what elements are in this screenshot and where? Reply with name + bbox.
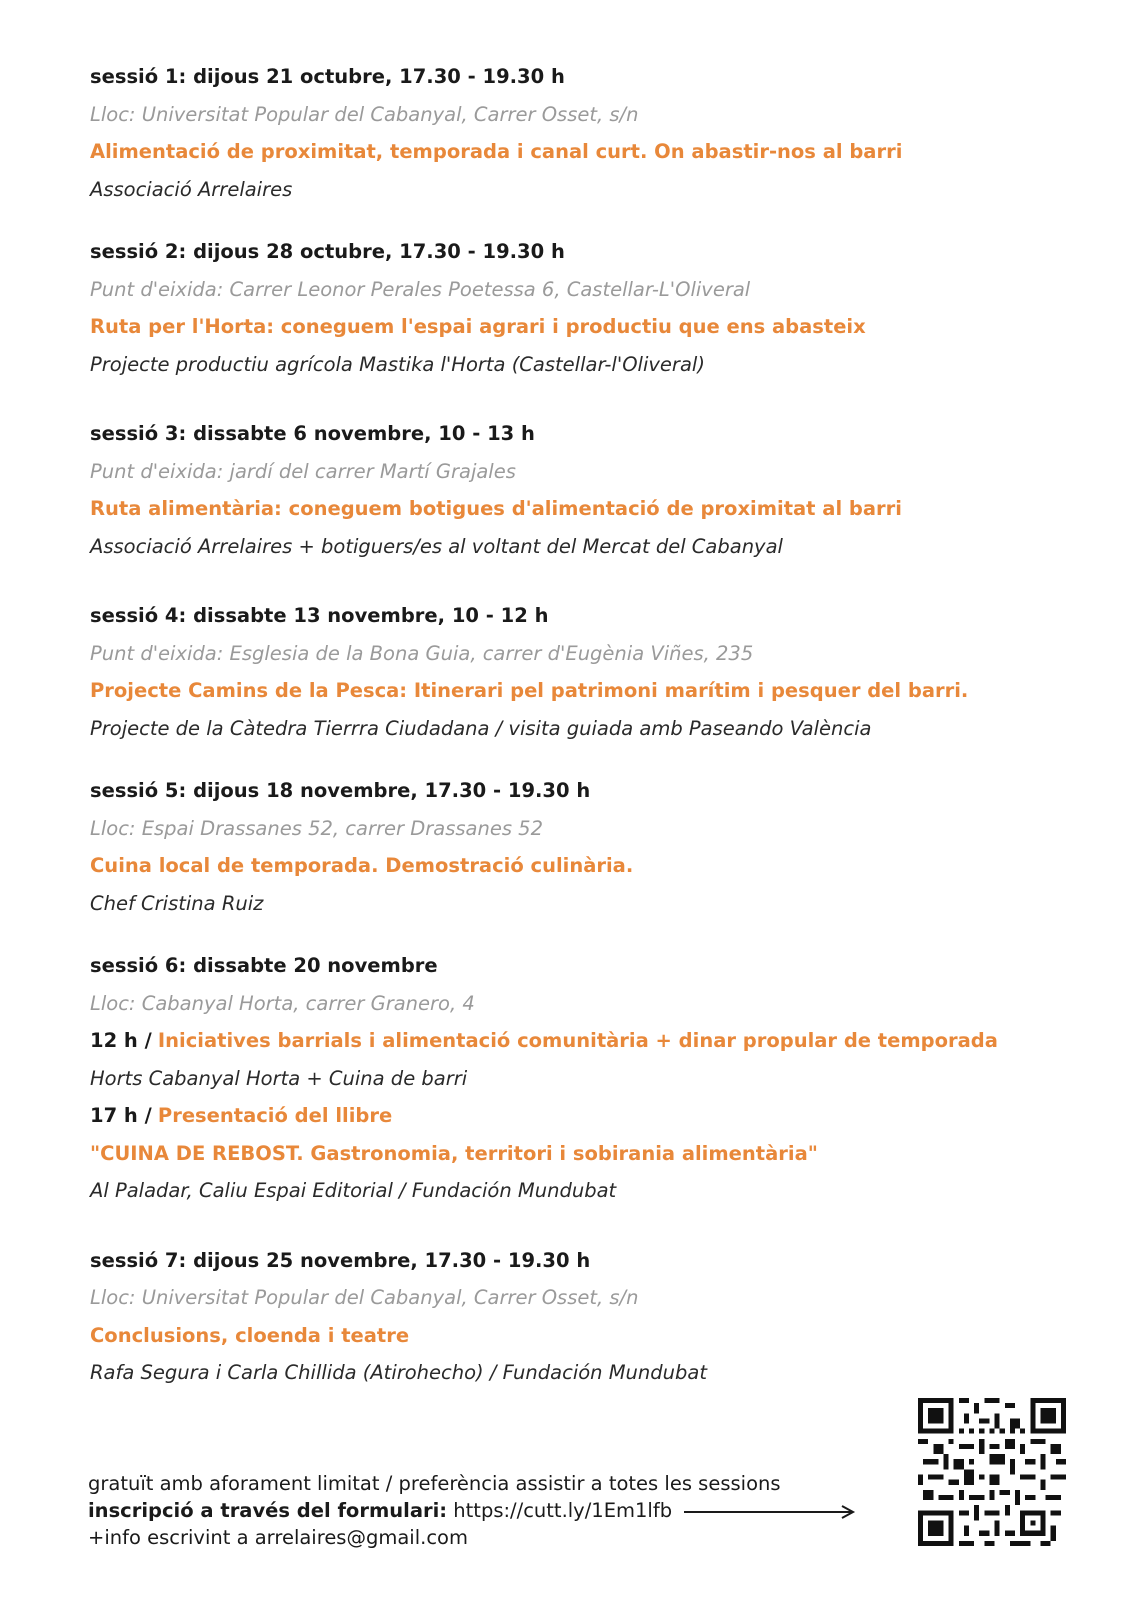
session-location: Punt d'eixida: Carrer Leonor Perales Poetessa 6, Castellar-L'Oliveral xyxy=(90,277,751,301)
session-location: Punt d'eixida: Esglesia de la Bona Guia, carrer d'Eugènia Viñes, 235 xyxy=(90,641,754,665)
session-4 xyxy=(90,597,1050,747)
session-2 xyxy=(90,233,1050,383)
registration-label: inscripció a través del formulari: xyxy=(88,1499,448,1522)
session-activity-1 xyxy=(90,1022,1050,1060)
session-5 xyxy=(90,772,1050,922)
activity-time: 17 h / xyxy=(90,1104,152,1127)
session-organizer: Projecte productiu agrícola Mastika l'Horta (Castellar-l'Oliveral) xyxy=(90,352,705,376)
session-heading: sessió 3: dissabte 6 novembre, 10 - 13 h xyxy=(90,422,535,445)
registration-line xyxy=(88,1497,856,1524)
footer-info xyxy=(88,1470,856,1551)
session-heading: sessió 7: dijous 25 novembre, 17.30 - 19.30 h xyxy=(90,1248,591,1272)
session-heading: sessió 6: dissabte 20 novembre xyxy=(90,954,438,977)
session-location: Lloc: Cabanyal Horta, carrer Granero, 4 xyxy=(90,991,475,1015)
session-7 xyxy=(90,1242,1050,1392)
activity-organizer: Al Paladar, Caliu Espai Editorial / Fundación Mundubat xyxy=(90,1179,617,1202)
qr-code-icon[interactable] xyxy=(918,1398,1066,1546)
session-organizer: Rafa Segura i Carla Chillida (Atirohecho) / Fundación Mundubat xyxy=(90,1361,707,1384)
activity-title: Iniciatives barrials i alimentació comunitària + dinar propular de temporada xyxy=(157,1029,998,1052)
session-6 xyxy=(90,947,1050,1210)
session-location: Punt d'eixida: jardí del carrer Martí Grajales xyxy=(90,459,516,483)
session-location: Lloc: Universitat Popular del Cabanyal, Carrer Osset, s/n xyxy=(90,1286,639,1309)
contact-line: +info escrivint a arrelaires@gmail.com xyxy=(88,1526,468,1549)
session-title: Conclusions, cloenda i teatre xyxy=(90,1323,410,1347)
session-organizer: Associació Arrelaires + botiguers/es al voltant del Mercat del Cabanyal xyxy=(90,534,783,558)
session-heading: sessió 4: dissabte 13 novembre, 10 - 12 h xyxy=(90,604,549,627)
session-heading: sessió 1: dijous 21 octubre, 17.30 - 19.30 h xyxy=(90,65,565,88)
session-heading: sessió 2: dijous 28 octubre, 17.30 - 19.30 h xyxy=(90,240,565,263)
session-organizer: Projecte de la Càtedra Tierrra Ciudadana / visita guiada amb Paseando València xyxy=(90,716,872,740)
session-1 xyxy=(90,58,1050,208)
book-title: "CUINA DE REBOST. Gastronomia, territori i sobirania alimentària" xyxy=(90,1141,818,1165)
session-organizer: Chef Cristina Ruiz xyxy=(90,891,264,915)
session-organizer: Associació Arrelaires xyxy=(90,177,293,201)
session-title: Ruta per l'Horta: coneguem l'espai agrari i productiu que ens abasteix xyxy=(90,315,866,338)
session-title: Ruta alimentària: coneguem botigues d'alimentació de proximitat al barri xyxy=(90,497,902,520)
activity-time: 12 h / xyxy=(90,1029,152,1052)
activity-title: Presentació del llibre xyxy=(157,1104,393,1127)
footer-note: gratuït amb aforament limitat / preferència assistir a totes les sessions xyxy=(88,1472,781,1495)
activity-organizer: Horts Cabanyal Horta + Cuina de barri xyxy=(90,1066,468,1090)
session-title: Cuina local de temporada. Demostració culinària. xyxy=(90,854,634,877)
session-activity-2 xyxy=(90,1097,1050,1135)
program-page xyxy=(90,58,1050,1392)
registration-link[interactable]: https://cutt.ly/1Em1lfb xyxy=(453,1499,673,1522)
session-location: Lloc: Universitat Popular del Cabanyal, Carrer Osset, s/n xyxy=(90,102,639,126)
arrow-right-icon xyxy=(684,1505,856,1519)
session-title: Alimentació de proximitat, temporada i canal curt. On abastir-nos al barri xyxy=(90,140,903,163)
session-heading: sessió 5: dijous 18 novembre, 17.30 - 19.30 h xyxy=(90,779,591,802)
session-3 xyxy=(90,415,1050,565)
session-title: Projecte Camins de la Pesca: Itinerari pel patrimoni marítim i pesquer del barri. xyxy=(90,679,969,702)
session-location: Lloc: Espai Drassanes 52, carrer Drassanes 52 xyxy=(90,816,543,840)
